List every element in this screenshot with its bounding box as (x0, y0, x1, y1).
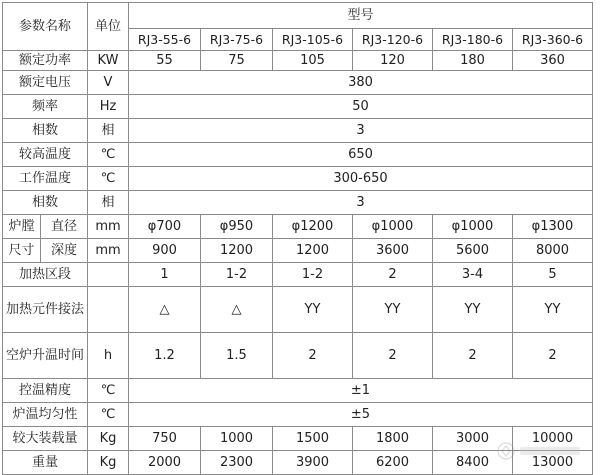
row-label: 相数 (3, 191, 88, 215)
value-cell: YY (433, 287, 513, 333)
table-row (3, 71, 593, 95)
row-unit: ℃ (88, 143, 129, 167)
value-cell: 2 (353, 263, 433, 287)
value-cell: φ1000 (353, 215, 433, 239)
value-cell: YY (513, 287, 593, 333)
value-cell: 3000 (433, 427, 513, 451)
model-cell: RJ3-105-6 (273, 29, 353, 51)
value-cell: 750 (129, 427, 201, 451)
table-row (3, 119, 593, 143)
table-row (3, 403, 593, 427)
header-row (3, 3, 593, 29)
model-cell: RJ3-75-6 (201, 29, 273, 51)
row-label: 炉膛 (3, 215, 41, 239)
row-label: 控温精度 (3, 379, 88, 403)
row-sublabel: 直径 (41, 215, 88, 239)
row-label: 重量 (3, 451, 88, 475)
table-row (3, 287, 593, 333)
table-row (3, 379, 593, 403)
row-unit: 相 (88, 119, 129, 143)
row-unit: KW (88, 51, 129, 71)
spec-table (2, 2, 593, 475)
row-label: 炉温均匀性 (3, 403, 88, 427)
value-cell: 650 (129, 143, 593, 167)
value-cell: 3 (129, 119, 593, 143)
value-cell: 13000 (513, 451, 593, 475)
row-label: 加热元件接法 (3, 287, 88, 333)
table-row (3, 333, 593, 379)
model-cell: RJ3-55-6 (129, 29, 201, 51)
value-cell: 2 (273, 333, 353, 379)
value-cell: φ950 (201, 215, 273, 239)
row-label: 频率 (3, 95, 88, 119)
value-cell: 2000 (129, 451, 201, 475)
row-unit: 相 (88, 191, 129, 215)
row-unit: V (88, 71, 129, 95)
value-cell: △ (129, 287, 201, 333)
value-cell: 1000 (201, 427, 273, 451)
value-cell: 10000 (513, 427, 593, 451)
row-unit: h (88, 333, 129, 379)
value-cell: 360 (513, 51, 593, 71)
row-label: 尺寸 (3, 239, 41, 263)
row-unit: Kg (88, 451, 129, 475)
row-unit (88, 287, 129, 333)
row-label: 工作温度 (3, 167, 88, 191)
value-cell: YY (353, 287, 433, 333)
watermark-logo (496, 438, 588, 464)
value-cell: 6200 (353, 451, 433, 475)
table-row (3, 191, 593, 215)
value-cell: 2 (433, 333, 513, 379)
value-cell: 2300 (201, 451, 273, 475)
row-label: 相数 (3, 119, 88, 143)
value-cell: φ1300 (513, 215, 593, 239)
value-cell: 1.5 (201, 333, 273, 379)
value-cell: 5 (513, 263, 593, 287)
value-cell: 3600 (353, 239, 433, 263)
value-cell: 3-4 (433, 263, 513, 287)
value-cell: 3 (129, 191, 593, 215)
value-cell: △ (201, 287, 273, 333)
value-cell: 1500 (273, 427, 353, 451)
value-cell: 75 (201, 51, 273, 71)
value-cell: 2 (353, 333, 433, 379)
value-cell: ±5 (129, 403, 593, 427)
table-row (3, 167, 593, 191)
row-unit: mm (88, 215, 129, 239)
table-row (3, 263, 593, 287)
value-cell: 1200 (273, 239, 353, 263)
table-row (3, 239, 593, 263)
value-cell: 900 (129, 239, 201, 263)
value-cell: 300-650 (129, 167, 593, 191)
value-cell: 120 (353, 51, 433, 71)
model-cell: RJ3-120-6 (353, 29, 433, 51)
value-cell: φ1200 (273, 215, 353, 239)
value-cell: YY (273, 287, 353, 333)
table-row (3, 215, 593, 239)
row-unit: Hz (88, 95, 129, 119)
row-label: 额定功率 (3, 51, 88, 71)
row-label: 较大装载量 (3, 427, 88, 451)
row-label: 空炉升温时间 (3, 333, 88, 379)
value-cell: 380 (129, 71, 593, 95)
value-cell: 1-2 (201, 263, 273, 287)
value-cell: 8400 (433, 451, 513, 475)
row-label: 额定电压 (3, 71, 88, 95)
value-cell: 2 (513, 333, 593, 379)
value-cell: φ1000 (433, 215, 513, 239)
value-cell: 105 (273, 51, 353, 71)
table-row (3, 143, 593, 167)
value-cell: 1.2 (129, 333, 201, 379)
row-unit: Kg (88, 427, 129, 451)
value-cell: 1800 (353, 427, 433, 451)
model-cell: RJ3-360-6 (513, 29, 593, 51)
table-row (3, 95, 593, 119)
value-cell: φ700 (129, 215, 201, 239)
row-unit: mm (88, 239, 129, 263)
table-row (3, 51, 593, 71)
row-unit: ℃ (88, 167, 129, 191)
value-cell: 3900 (273, 451, 353, 475)
row-sublabel: 深度 (41, 239, 88, 263)
model-cell: RJ3-180-6 (433, 29, 513, 51)
value-cell: 1 (129, 263, 201, 287)
param-name-header: 参数名称 (3, 3, 88, 51)
model-header: 型号 (129, 3, 593, 29)
value-cell: 180 (433, 51, 513, 71)
value-cell: 8000 (513, 239, 593, 263)
row-label: 较高温度 (3, 143, 88, 167)
value-cell: 1-2 (273, 263, 353, 287)
row-label: 加热区段 (3, 263, 88, 287)
value-cell: 5600 (433, 239, 513, 263)
value-cell: 55 (129, 51, 201, 71)
row-unit: ℃ (88, 379, 129, 403)
value-cell: 50 (129, 95, 593, 119)
value-cell: ±1 (129, 379, 593, 403)
row-unit: ℃ (88, 403, 129, 427)
unit-header: 单位 (88, 3, 129, 51)
row-unit (88, 263, 129, 287)
value-cell: 1200 (201, 239, 273, 263)
